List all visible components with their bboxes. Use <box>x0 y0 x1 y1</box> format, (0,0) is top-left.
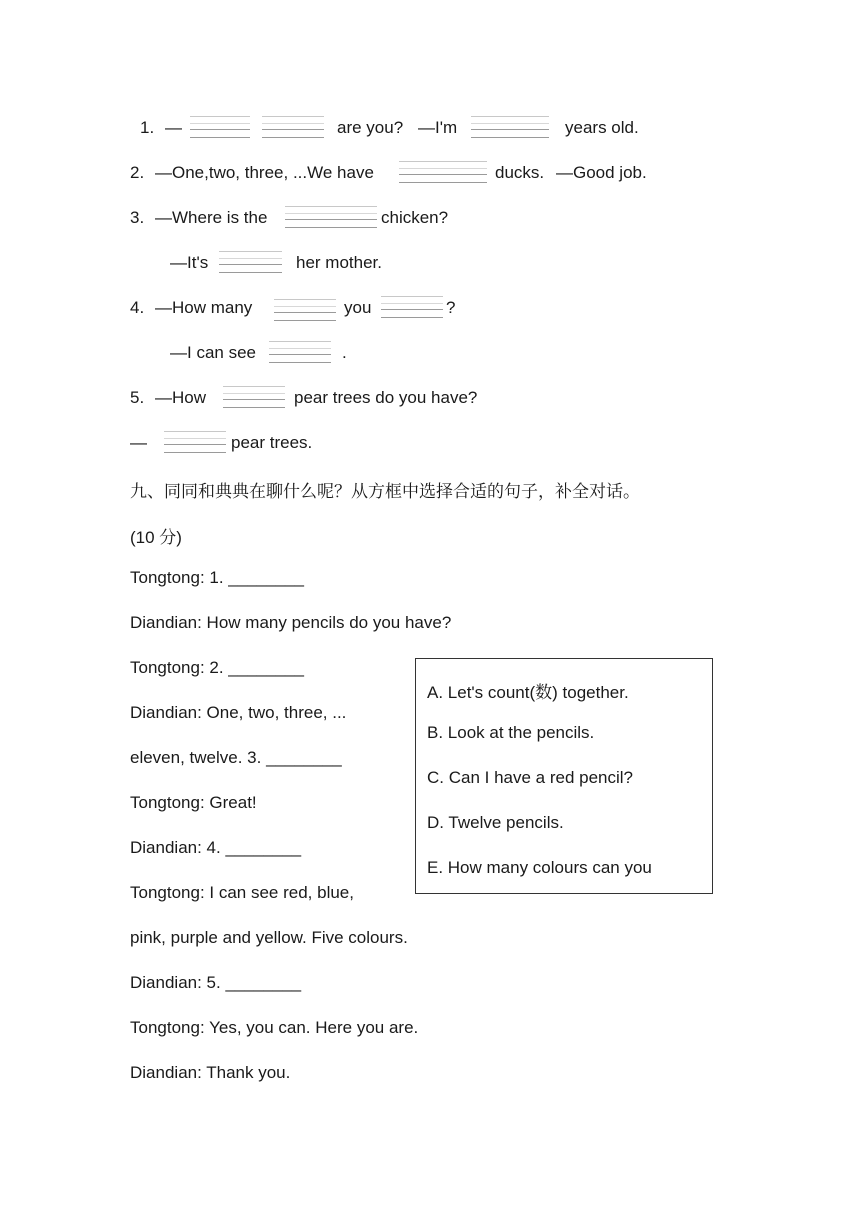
q3-number: 3. <box>130 208 145 227</box>
q3-answer-start: —It's <box>170 253 209 272</box>
q5-answer-dash: — <box>130 433 147 452</box>
dialogue-line-9: pink, purple and yellow. Five colours. <box>130 928 408 947</box>
q4-text-mid: you <box>344 298 372 317</box>
dialogue-line-7: Diandian: 4. ________ <box>130 838 302 857</box>
q4-text-end: ? <box>446 298 456 317</box>
dialogue-line-5: eleven, twelve. 3. ________ <box>130 748 342 767</box>
q2-blank[interactable] <box>399 161 487 183</box>
q3-text-end: chicken? <box>381 208 449 227</box>
q3-answer-end: her mother. <box>296 253 382 272</box>
q1-blank-2[interactable] <box>262 116 324 138</box>
options-box <box>415 658 713 894</box>
q5-number: 5. <box>130 388 145 407</box>
q4-number: 4. <box>130 298 145 317</box>
q3-blank-2[interactable] <box>219 251 282 273</box>
dialogue-line-2: Diandian: How many pencils do you have? <box>130 613 452 632</box>
q4-blank-2[interactable] <box>381 296 443 318</box>
dialogue-line-1: Tongtong: 1. ________ <box>130 568 304 587</box>
dialogue-line-6: Tongtong: Great! <box>130 793 257 812</box>
q2-text-end: —Good job. <box>556 163 647 182</box>
q2-text-start: —One,two, three, ...We have <box>155 163 374 182</box>
dialogue-line-12: Diandian: Thank you. <box>130 1063 291 1082</box>
q4-answer-end: . <box>342 343 347 362</box>
q4-blank-1[interactable] <box>274 299 336 321</box>
option-a: A. Let's count(数) together. <box>427 683 629 702</box>
q4-blank-3[interactable] <box>269 341 331 363</box>
option-d: D. Twelve pencils. <box>427 813 564 832</box>
q5-text-end: pear trees do you have? <box>294 388 478 407</box>
q1-text-mid: are you? <box>337 118 404 137</box>
q3-text-start: —Where is the <box>155 208 268 227</box>
q5-answer-end: pear trees. <box>231 433 313 452</box>
dialogue-line-10: Diandian: 5. ________ <box>130 973 302 992</box>
q1-text-im: —I'm <box>418 118 458 137</box>
dialogue-line-3: Tongtong: 2. ________ <box>130 658 304 677</box>
q1-blank-3[interactable] <box>471 116 549 138</box>
option-c: C. Can I have a red pencil? <box>427 768 634 787</box>
section-9-title: 九、同同和典典在聊什么呢？从方框中选择合适的句子，补全对话。 <box>130 482 640 502</box>
q1-dash: — <box>165 118 182 137</box>
q4-answer-start: —I can see <box>170 343 256 362</box>
q1-blank-1[interactable] <box>190 116 250 138</box>
dialogue-line-4: Diandian: One, two, three, ... <box>130 703 347 722</box>
section-9-score: (10 分) <box>130 528 182 547</box>
q1-text-end: years old. <box>565 118 639 137</box>
q5-blank-2[interactable] <box>164 431 226 453</box>
option-b: B. Look at the pencils. <box>427 723 595 742</box>
q2-number: 2. <box>130 163 145 182</box>
dialogue-line-11: Tongtong: Yes, you can. Here you are. <box>130 1018 419 1037</box>
q3-blank-1[interactable] <box>285 206 377 228</box>
q5-blank-1[interactable] <box>223 386 285 408</box>
option-e: E. How many colours can you <box>427 858 652 877</box>
q2-text-mid: ducks. <box>495 163 545 182</box>
dialogue-line-8: Tongtong: I can see red, blue, <box>130 883 354 902</box>
q1-number: 1. <box>140 118 155 137</box>
q4-text-start: —How many <box>155 298 253 317</box>
q5-text-start: —How <box>155 388 207 407</box>
